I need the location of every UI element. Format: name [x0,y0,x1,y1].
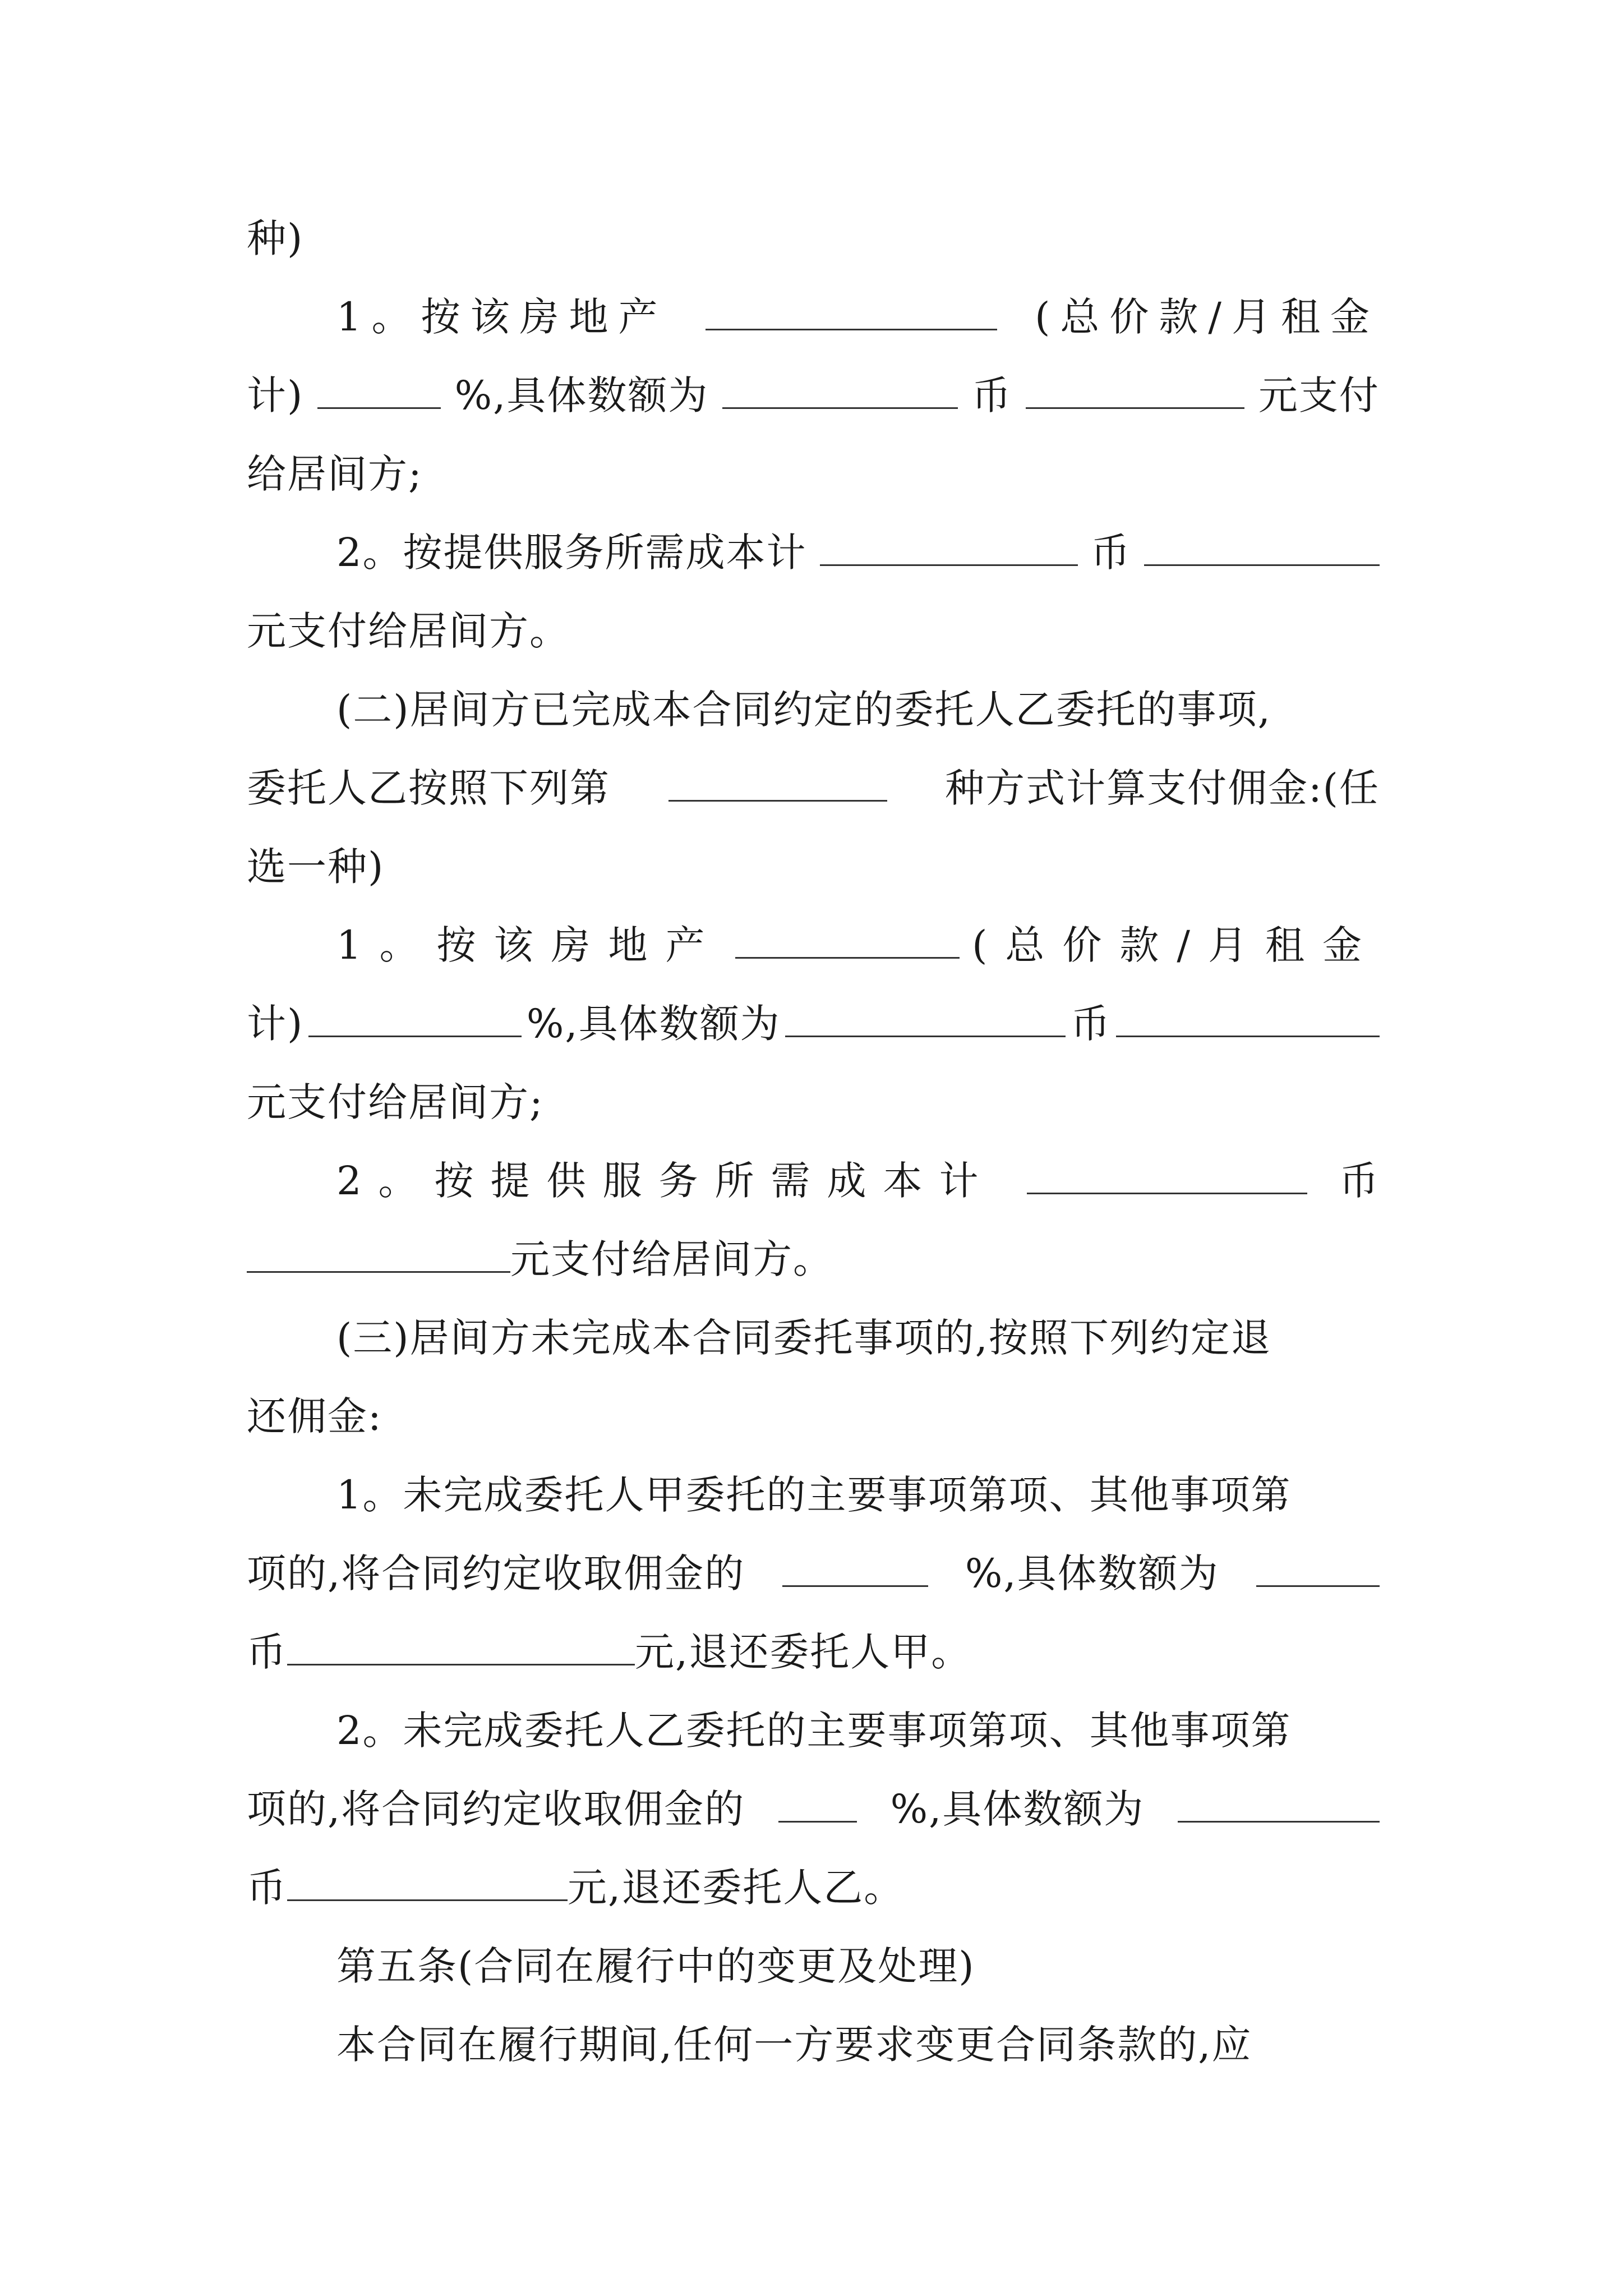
blank-underline [1027,1158,1307,1194]
text-line-7 [336,682,1380,738]
blank-underline [778,1786,857,1823]
text-line-16 [247,1388,1380,1444]
text-fragment: 1。按该房地产 [336,294,668,340]
text-fragment: 项的,将合同约定收取佣金的 [247,1550,745,1596]
text-line-19 [247,1624,1380,1680]
text-fragment: 项的,将合同约定收取佣金的 [247,1786,745,1832]
text-line-4 [247,446,1380,502]
text-line-18 [247,1545,1380,1602]
text-line-22 [247,1860,1380,1916]
text-fragment: 2。未完成委托人乙委托的主要事项第项、其他事项第 [336,1708,1292,1754]
text-fragment: 委托人乙按照下列第 [247,765,610,811]
text-fragment: 1。按该房地产 [336,922,723,968]
text-fragment: %,具体数额为 [454,372,709,418]
text-fragment: (三)居间方未完成本合同委托事项的,按照下列约定退 [336,1315,1271,1361]
text-fragment: 种) [247,215,304,261]
text-line-10 [336,917,1380,973]
text-fragment: %,具体数额为 [965,1550,1219,1596]
blank-underline [1178,1786,1380,1823]
text-line-15 [336,1310,1380,1366]
blank-underline [785,1001,1066,1037]
text-fragment: 元支付给居间方。 [510,1236,833,1282]
text-line-13 [336,1153,1380,1209]
text-line-6 [247,603,1380,659]
text-fragment: 还佣金: [247,1393,382,1439]
text-line-8 [247,760,1380,816]
text-fragment: 币 [247,1629,287,1675]
text-fragment: 选一种) [247,844,385,890]
blank-underline [782,1550,928,1587]
text-fragment: (总价款/月租金 [1035,294,1380,340]
text-line-11 [247,996,1380,1052]
blank-underline [1256,1550,1380,1587]
text-line-17 [336,1467,1380,1523]
text-line-9 [247,839,1380,895]
blank-underline [287,1865,568,1901]
blank-underline [247,1236,510,1273]
text-fragment: 计) [247,372,304,418]
text-fragment: %,具体数额为 [526,1001,781,1047]
text-fragment: 2。按提供服务所需成本计 [336,530,807,576]
text-line-20 [336,1703,1380,1759]
blank-underline [668,765,887,802]
text-fragment: 第五条(合同在履行中的变更及处理) [336,1943,975,1989]
blank-underline [820,530,1078,566]
blank-underline [317,372,441,409]
text-fragment: 币 [1339,1158,1380,1204]
blank-underline [722,372,958,409]
text-line-1 [247,210,1380,266]
text-line-12 [247,1074,1380,1130]
text-fragment: 币 [1071,1001,1112,1047]
blank-underline [735,922,960,959]
text-fragment: 元支付给居间方。 [247,608,570,654]
text-line-2 [336,289,1380,345]
blank-underline [706,294,997,330]
text-line-5 [336,524,1380,581]
blank-underline [287,1629,635,1665]
text-fragment: 本合同在履行期间,任何一方要求变更合同条款的,应 [336,2022,1252,2068]
text-fragment: (总价款/月租金 [972,922,1380,968]
text-fragment: 币 [1090,530,1131,576]
blank-underline [1116,1001,1380,1037]
text-fragment: 1。未完成委托人甲委托的主要事项第项、其他事项第 [336,1472,1292,1518]
text-fragment: 给居间方; [247,451,423,497]
blank-underline [308,1001,522,1037]
text-fragment: 种方式计算支付佣金:(任 [945,765,1380,811]
text-line-14 [247,1231,1380,1287]
text-line-3 [247,367,1380,424]
text-fragment: 币 [971,372,1012,418]
text-fragment: 2。按提供服务所需成本计 [336,1158,995,1204]
text-fragment: 元,退还委托人乙。 [568,1865,905,1911]
text-line-23 [336,1938,1380,1994]
blank-underline [1026,372,1244,409]
text-line-21 [247,1781,1380,1837]
text-fragment: 元支付给居间方; [247,1079,544,1125]
text-fragment: (二)居间方已完成本合同约定的委托人乙委托的事项, [336,687,1271,733]
blank-underline [1144,530,1380,566]
text-fragment: 计) [247,1001,304,1047]
text-fragment: 元支付 [1258,372,1380,418]
text-line-24 [336,2017,1380,2073]
text-fragment: %,具体数额为 [890,1786,1145,1832]
text-fragment: 币 [247,1865,287,1911]
text-fragment: 元,退还委托人甲。 [635,1629,972,1675]
